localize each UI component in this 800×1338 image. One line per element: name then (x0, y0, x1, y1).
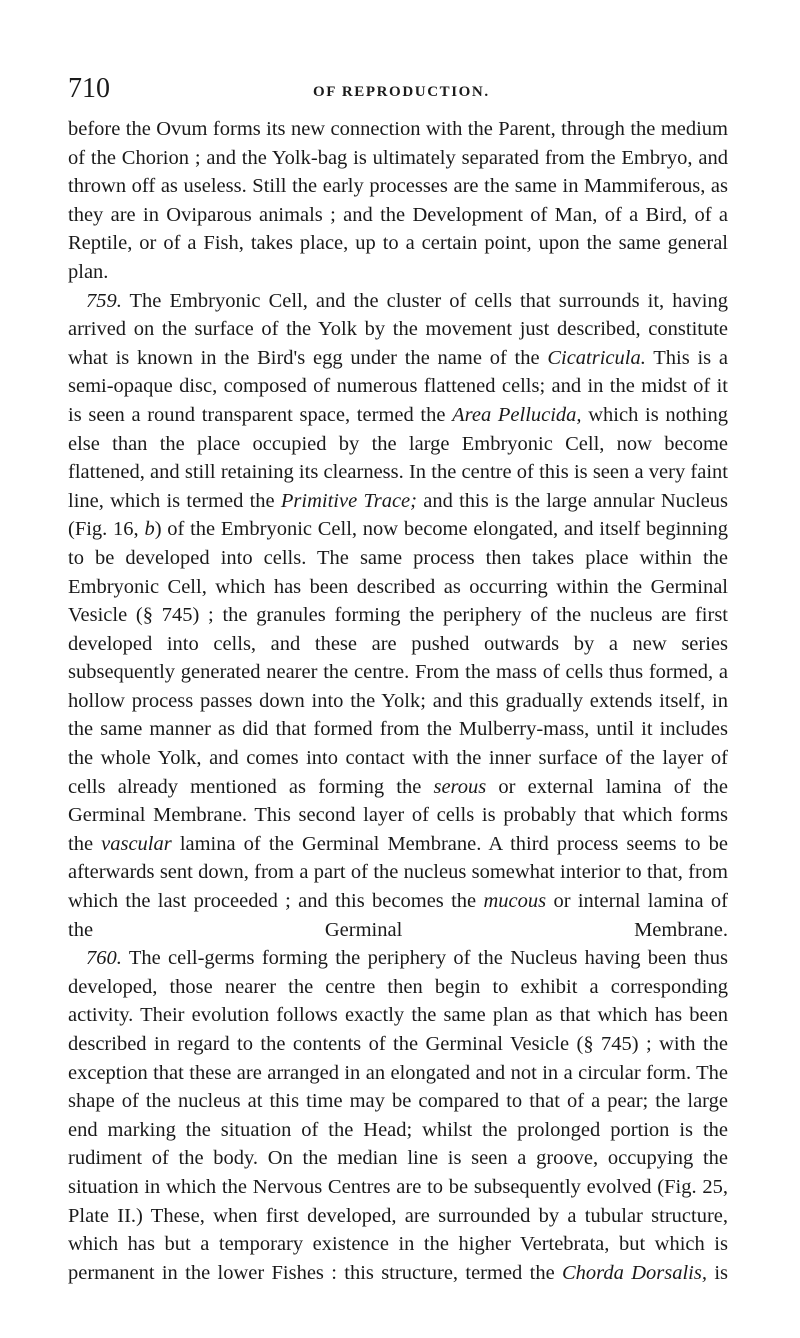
term-area-pellucida: Area Pellucida, (452, 403, 582, 426)
text-run: is (706, 1261, 728, 1284)
term-mucous: mucous (483, 890, 547, 913)
running-head (68, 72, 728, 106)
paragraph-text: before the Ovum forms its new connection with the Parent, through the medium of the Chorion ; and the Yolk-bag is ultimately separated from the Embryo, and thrown off as useless. Still the early processes are the same in Mammiferous, as they are in Oviparous animals ; and the Development of Man, of a Bird, of a Reptile, or of a Fish, takes place, up to a certain point, upon the same general plan. (68, 118, 728, 283)
text-run: and this is the large annular Nucleus (Fig. 16, (68, 489, 728, 541)
text-run: ) of the Embryonic Cell, now become elongated, and itself beginning to be developed into cells. The same process then takes place within the Embryonic Cell, which has been described as occurring within the Germinal Vesicle (§ 745) ; the granules forming the periphery of the nucleus are first developed into cells, and these are pushed outwards by a new series subsequently generated nearer the centre. From the mass of cells thus formed, a hollow process passes down into the Yolk; and this gradually extends itself, in the same manner as did that formed from the Mulberry-mass, until it includes the whole Yolk, and comes into contact with the inner surface of the layer of cells already mentioned as forming the (68, 518, 728, 798)
term-primitive-trace: Primitive Trace; (280, 489, 417, 512)
term-chorda-dorsalis: Chorda Dorsalis, (562, 1261, 707, 1284)
paragraph-759 (68, 287, 728, 945)
section-number: 759. (86, 289, 122, 312)
text-run: which is nothing else than the place occupied by the large Embryonic Cell, now become flattened, and still retaining its clearness. In the centre of this is seen a very faint line, which is termed the (68, 403, 728, 512)
term-vascular: vascular (101, 832, 172, 855)
text-run: or external lamina of the Germinal Membrane. This second layer of cells is probably that which forms the (68, 775, 729, 855)
text-run: lamina of the Germinal Membrane. A third process seems to be afterwards sent down, from a part of the nucleus somewhat interior to that, from which the last proceeded ; and this becomes the (68, 832, 728, 913)
paragraph-760 (68, 944, 728, 1287)
text-run: The cell-germs forming the periphery of the Nucleus having been thus developed, those nearer the centre then begin to exhibit a corresponding activity. Their evolution follows exactly the same plan as that which has been described in regard to the contents of the Germinal Vesicle (§ 745) ; with the exception that these are arranged in an elongated and not in a circular form. The shape of the nucleus at this time may be compared to that of a pear; the large end marking the situation of the Head; whilst the prolonged portion is the rudiment of the body. On the median line is seen a groove, occupying the situation in which the Nervous Centres are to be subsequently evolved (Fig. 25, Plate II.) These, when first developed, are surrounded by a tubular structure, which has but a temporary existence in the higher Vertebrata, but which is permanent in the lower Fishes : this structure, termed the (68, 947, 728, 1284)
term-cicatricula: Cicatricula. (547, 346, 646, 369)
running-title: OF REPRODUCTION. (313, 84, 490, 100)
body-text (68, 115, 728, 1287)
text-run: This is a semi-opaque disc, composed of numerous flattened cells; and in the midst of it is seen a round transparent space, termed the (68, 346, 728, 426)
section-number: 760. (86, 947, 122, 970)
figure-letter: b (144, 518, 155, 541)
paragraph-continued (68, 115, 728, 287)
page-number: 710 (68, 73, 110, 104)
text-run: The Embryonic Cell, and the cluster of cells that surrounds it, having arrived on the surface of the Yolk by the movement just described, constitute what is known in the Bird's egg under the name of the (68, 289, 728, 369)
text-run: or internal lamina of the Germinal Membrane. (68, 890, 728, 941)
term-serous: serous (433, 775, 487, 798)
